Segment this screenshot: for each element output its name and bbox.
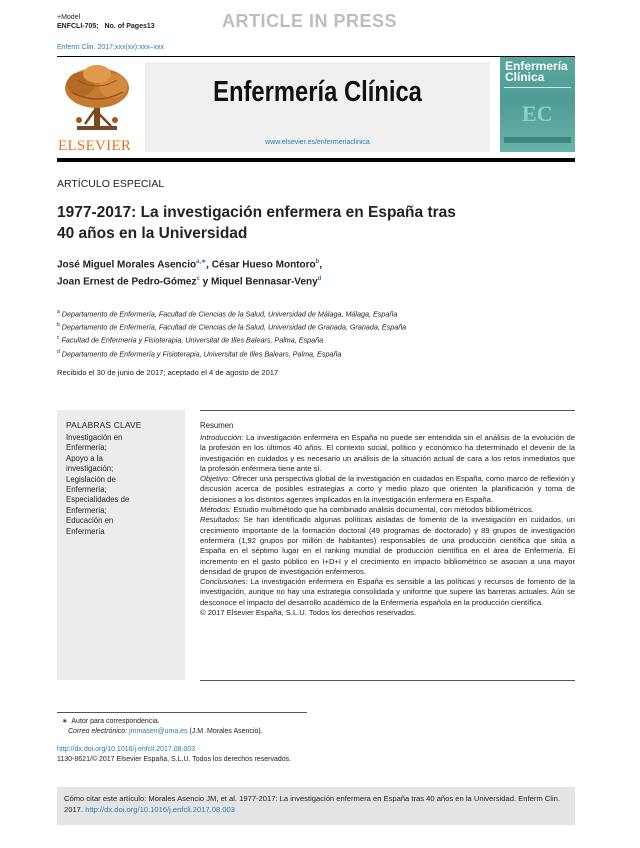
abstract-label: Resultados:: [200, 515, 241, 525]
keyword-line: Enfermería;: [66, 505, 107, 515]
abstract-resultados: [200, 515, 575, 577]
abstract-label: Objetivo:: [200, 474, 230, 484]
abstract-text: Se han identificado algunas políticas aisladas de fomento de la investigación en cuidados, un crecimiento importante de la formación doctoral (49 programas de doctorado) y 89 grupos de investigación enfermera (1,92 grupos por millón de habitantes) responsables de una producción científica que sitúa a España en el séptimo lugar en el ranking mundial de producción científica en el área de Enfermería. El incremento en el gasto público en I+D+I y el crecimiento en impacto bibliométrico se asocian a una mayor densidad de grupos de investigación enfermeros.: [200, 515, 575, 576]
author-line-1: [57, 255, 322, 272]
email-note: [68, 727, 263, 736]
model-id: [57, 22, 155, 31]
abstract-text: La investigación enfermera en España no puede ser entendida sin el análisis de la evolución de la profesión en los últimos 40 años. El contexto social, político y económico ha determinado el devenir de la investigación en cuidados y es necesario un análisis de la situación actual de cara a los retos inmediatos que la profesión enfermera tiene ante sí.: [200, 433, 575, 473]
journal-citation-short: Enferm Clin. 2017;xxx(xx):xxx–xxx: [57, 44, 164, 51]
author-sup[interactable]: b: [315, 259, 320, 265]
abstract-bottom-rule: [200, 680, 575, 681]
author-separator: ,: [319, 259, 323, 271]
author-list: [57, 255, 322, 290]
email-label: Correo electrónico:: [68, 728, 128, 735]
abstract-label: Introducción:: [200, 433, 244, 442]
how-to-cite-text: [64, 793, 569, 815]
abstract-label: Conclusiones:: [200, 577, 248, 587]
author-line-2: [57, 272, 322, 289]
abstract-label: Métodos:: [200, 505, 232, 515]
abstract-objetivo: [200, 474, 575, 505]
keyword-line: investigación;: [66, 464, 114, 474]
cover-title: [505, 61, 568, 83]
affiliation-sup: b: [57, 322, 60, 329]
keyword-line: Legislación de: [66, 474, 116, 484]
masthead-top-rule: [57, 56, 575, 57]
page-count: No. of Pages13: [104, 23, 155, 30]
article-title-line2: 40 años en la Universidad: [57, 225, 248, 242]
abstract-conclusiones: [200, 577, 575, 608]
journal-cover-thumbnail: [500, 57, 575, 152]
email-link[interactable]: jmmasen@uma.es: [129, 728, 188, 735]
keyword-line: Enfermería;: [66, 485, 107, 495]
keyword-line: Educación en: [66, 516, 114, 526]
affiliation-item: [57, 320, 406, 333]
author-sup[interactable]: d: [317, 276, 322, 283]
abstract-top-rule: [200, 410, 575, 411]
journal-title: Enfermería Clínica: [213, 76, 422, 108]
article-in-press-banner: ARTICLE IN PRESS: [222, 11, 398, 31]
affiliation-sup: d: [57, 348, 60, 355]
footnote-rule: [57, 712, 307, 713]
abstract-body: [200, 433, 575, 618]
issn-copyright: 1130-8621/© 2017 Elsevier España, S.L.U. Todos los derechos reservados.: [57, 756, 292, 763]
received-dates: Recibido el 30 de junio de 2017; aceptado el 4 de agosto de 2017: [57, 368, 279, 377]
model-label: +Model: [57, 14, 81, 21]
keywords-list: [66, 433, 129, 537]
keyword-line: Apoyo a la: [66, 453, 103, 463]
cover-badge: EC: [522, 101, 553, 126]
cite-text: Cómo citar este artículo: Morales Asencio JM, et al. 1977-2017: La investigación enfermera en España tras 40 años en la Universidad. Enferm Clin. 2017.: [64, 794, 560, 814]
elsevier-wordmark: ELSEVIER: [58, 138, 132, 154]
keyword-line: Investigación en: [66, 433, 123, 442]
affiliation-text: Facultad de Enfermería y Fisioterapia, Universitat de Illes Balears, Palma, España: [61, 335, 324, 345]
author-name: José Miguel Morales Asencio: [57, 259, 197, 271]
email-owner: (J.M. Morales Asencio).: [189, 728, 263, 735]
article-title-line1: 1977-2017: La investigación enfermera en España tras: [57, 204, 456, 221]
affiliation-text: Departamento de Enfermería y Fisioterapia, Universitat de Illes Balears, Palma, España: [61, 348, 342, 358]
cite-doi-link[interactable]: http://dx.doi.org/10.1016/j.enfcli.2017.08.003: [85, 805, 236, 814]
masthead-bottom-rule: [57, 158, 575, 162]
keyword-line: Enfermería;: [66, 443, 107, 453]
abstract-metodos: [200, 505, 575, 515]
affiliation-sup: a: [57, 309, 60, 315]
abstract-introduccion: [200, 433, 575, 474]
affiliation-text: Departamento de Enfermería, Facultad de Ciencias de la Salud, Universidad de Málaga, Málaga, España: [61, 309, 398, 319]
keyword-line: Enfermería: [66, 526, 105, 536]
cover-title-line1: Enfermería: [505, 59, 568, 73]
elsevier-tree-logo: [57, 62, 137, 138]
keywords-heading: PALABRAS CLAVE: [66, 420, 142, 430]
corresponding-author-note: [62, 717, 160, 726]
corresponding-text: Autor para correspondencia.: [71, 718, 160, 725]
affiliation-item: [57, 333, 406, 346]
affiliation-text: Departamento de Enfermería, Facultad de Ciencias de la Salud, Universidad de Granada, Granada, España: [61, 322, 407, 332]
article-title: [57, 202, 456, 244]
affiliations: [57, 307, 406, 360]
footnote-star: ∗: [62, 718, 68, 725]
abstract-text: Estudio multimétodo que ha combinado análisis documental, con métodos bibliométricos.: [231, 505, 534, 515]
model-code: ENFCLI-705;: [57, 23, 99, 30]
author-name: Joan Ernest de Pedro-Gómez: [57, 276, 197, 288]
abstract-text: La investigación enfermera en España es sensible a las políticas y recursos de fomento de la investigación, aunque no hay una estrategia consolidada y uniforme que supere las barreras actuales. Aún se desconoce el impacto del desarrollo académico de la Enfermería española en la producción científica.: [200, 577, 575, 607]
keyword-line: Especialidades de: [66, 495, 130, 505]
cover-title-line2: Clínica: [505, 70, 545, 84]
author-sup[interactable]: c: [196, 276, 200, 283]
doi-link[interactable]: http://dx.doi.org/10.1016/j.enfcli.2017.08.003: [57, 746, 196, 753]
author-separator: y: [199, 276, 211, 288]
affiliation-sup: c: [57, 335, 60, 342]
affiliation-item: [57, 347, 406, 360]
affiliation-item: [57, 307, 406, 320]
author-separator: ,: [206, 259, 212, 271]
abstract-text: Ofrecer una perspectiva global de la investigación en cuidados en España, como marco de reflexión y discusión acerca de posibles estrategias a corto y medio plazo que orienten la planificación y toma de decisiones a los distintos agentes implicados en la investigación enfermera en España.: [200, 474, 575, 504]
article-section-label: ARTÍCULO ESPECIAL: [57, 178, 165, 190]
journal-url[interactable]: www.elsevier.es/enfermeriaclinica: [265, 139, 370, 146]
author-name: César Hueso Montoro: [211, 259, 316, 271]
abstract-heading: Resumen: [200, 421, 234, 430]
abstract-copyright: © 2017 Elsevier España, S.L.U. Todos los derechos reservados.: [200, 608, 417, 618]
author-sup[interactable]: a,∗: [196, 259, 207, 265]
author-name: Miquel Bennasar-Veny: [210, 276, 318, 288]
